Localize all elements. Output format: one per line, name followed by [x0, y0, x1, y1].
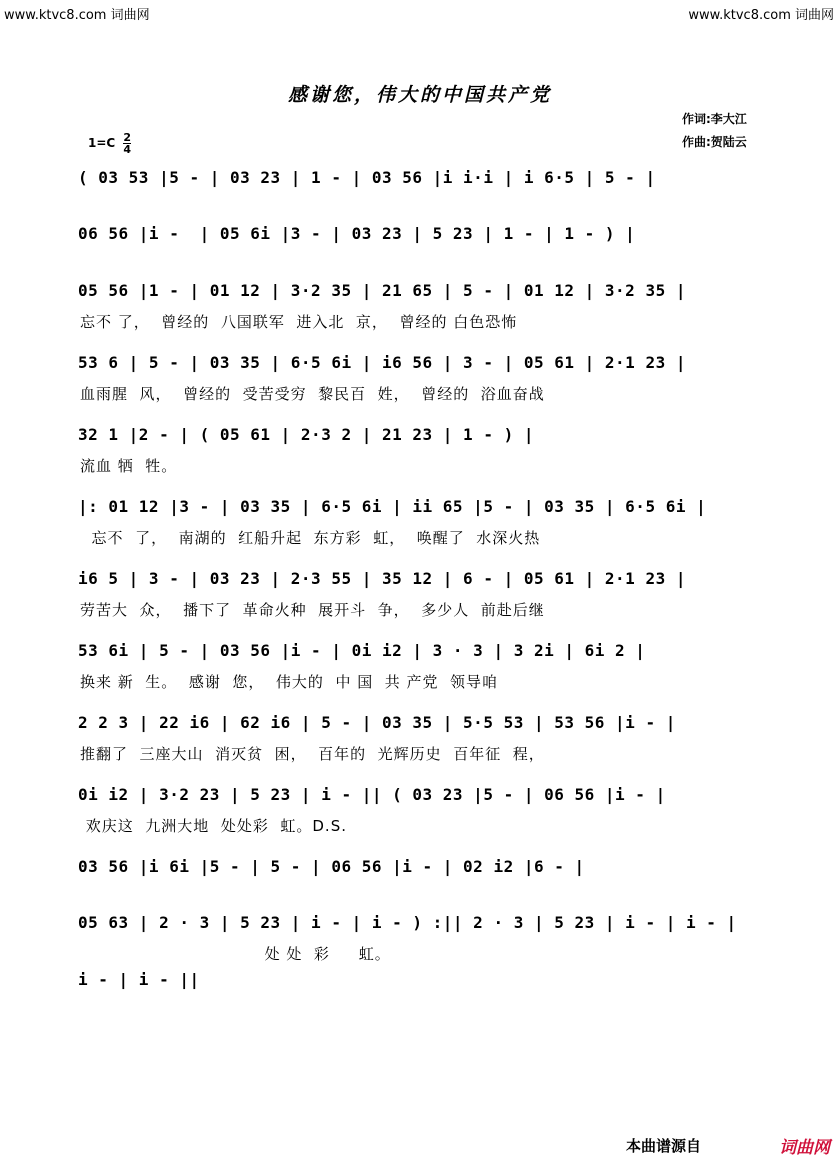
lyric-line-7: 劳苦大 众， 播下了 革命火种 展开斗 争， 多少人 前赴后继: [80, 601, 545, 619]
key-signature: [88, 132, 131, 155]
time-signature: [123, 132, 131, 155]
lyric-line-12: 处 处 彩 虹。: [80, 945, 391, 963]
song-title: 感谢您，伟大的中国共产党: [287, 84, 552, 106]
lyricist-credit: 作词:李大江: [682, 112, 747, 126]
notation-line-7: i6 5 | 3 - | 03 23 | 2·3 55 | 35 12 | 6 - | 05 61 | 2·1 23 |: [78, 569, 686, 588]
time-numerator: 2: [123, 131, 132, 144]
lyric-line-4: 血雨腥 风， 曾经的 受苦受穷 黎民百 姓， 曾经的 浴血奋战: [80, 385, 545, 403]
notation-line-9: 2 2 3 | 22 i6 | 62 i6 | 5 - | 03 35 | 5·5 53 | 53 56 |i - |: [78, 713, 676, 732]
source-label: 本曲谱源自: [626, 1137, 702, 1155]
lyric-line-10: 欢庆这 九洲大地 处处彩 虹。D.S.: [80, 817, 347, 835]
notation-line-6: |: 01 12 |3 - | 03 35 | 6·5 6i | ii 65 |5 - | 03 35 | 6·5 6i |: [78, 497, 707, 516]
notation-line-2: 06 56 |i - | 05 6i |3 - | 03 23 | 5 23 | 1 - | 1 - ) |: [78, 224, 636, 243]
notation-line-8: 53 6i | 5 - | 03 56 |i - | 0i i2 | 3 · 3 | 3 2i | 6i 2 |: [78, 641, 646, 660]
notation-line-1: ( 03 53 |5 - | 03 23 | 1 - | 03 56 |i i·i | i 6·5 | 5 - |: [78, 168, 656, 187]
composer-credit: 作曲:贺陆云: [682, 135, 747, 149]
notation-line-4: 53 6 | 5 - | 03 35 | 6·5 6i | i6 56 | 3 - | 05 61 | 2·1 23 |: [78, 353, 686, 372]
site-url-right: www.ktvc8.com 词曲网: [688, 8, 834, 23]
lyric-line-9: 推翻了 三座大山 消灭贫 困， 百年的 光辉历史 百年征 程，: [80, 745, 545, 763]
site-url-left: www.ktvc8.com 词曲网: [4, 8, 150, 23]
lyric-line-3: 忘不 了， 曾经的 八国联军 进入北 京， 曾经的 白色恐怖: [80, 313, 518, 331]
notation-line-11: 03 56 |i 6i |5 - | 5 - | 06 56 |i - | 02 i2 |6 - |: [78, 857, 585, 876]
lyric-line-8: 换来 新 生。 感谢 您， 伟大的 中 国 共 产党 领导咱: [80, 673, 499, 691]
notation-line-3: 05 56 |1 - | 01 12 | 3·2 35 | 21 65 | 5 - | 01 12 | 3·2 35 |: [78, 281, 686, 300]
notation-line-10: 0i i2 | 3·2 23 | 5 23 | i - || ( 03 23 |5 - | 06 56 |i - |: [78, 785, 666, 804]
lyric-line-5: 流血 牺 牲。: [80, 457, 178, 475]
key-label: 1=C: [88, 136, 116, 150]
notation-line-5: 32 1 |2 - | ( 05 61 | 2·3 2 | 21 23 | 1 - ) |: [78, 425, 534, 444]
notation-line-13: i - | i - ||: [78, 970, 200, 989]
site-logo: 词曲网: [779, 1138, 830, 1158]
notation-line-12: 05 63 | 2 · 3 | 5 23 | i - | i - ) :|| 2 · 3 | 5 23 | i - | i - |: [78, 913, 737, 932]
lyric-line-6: 忘不 了， 南湖的 红船升起 东方彩 虹， 唤醒了 水深火热: [80, 529, 541, 547]
time-denominator: 4: [123, 143, 132, 156]
